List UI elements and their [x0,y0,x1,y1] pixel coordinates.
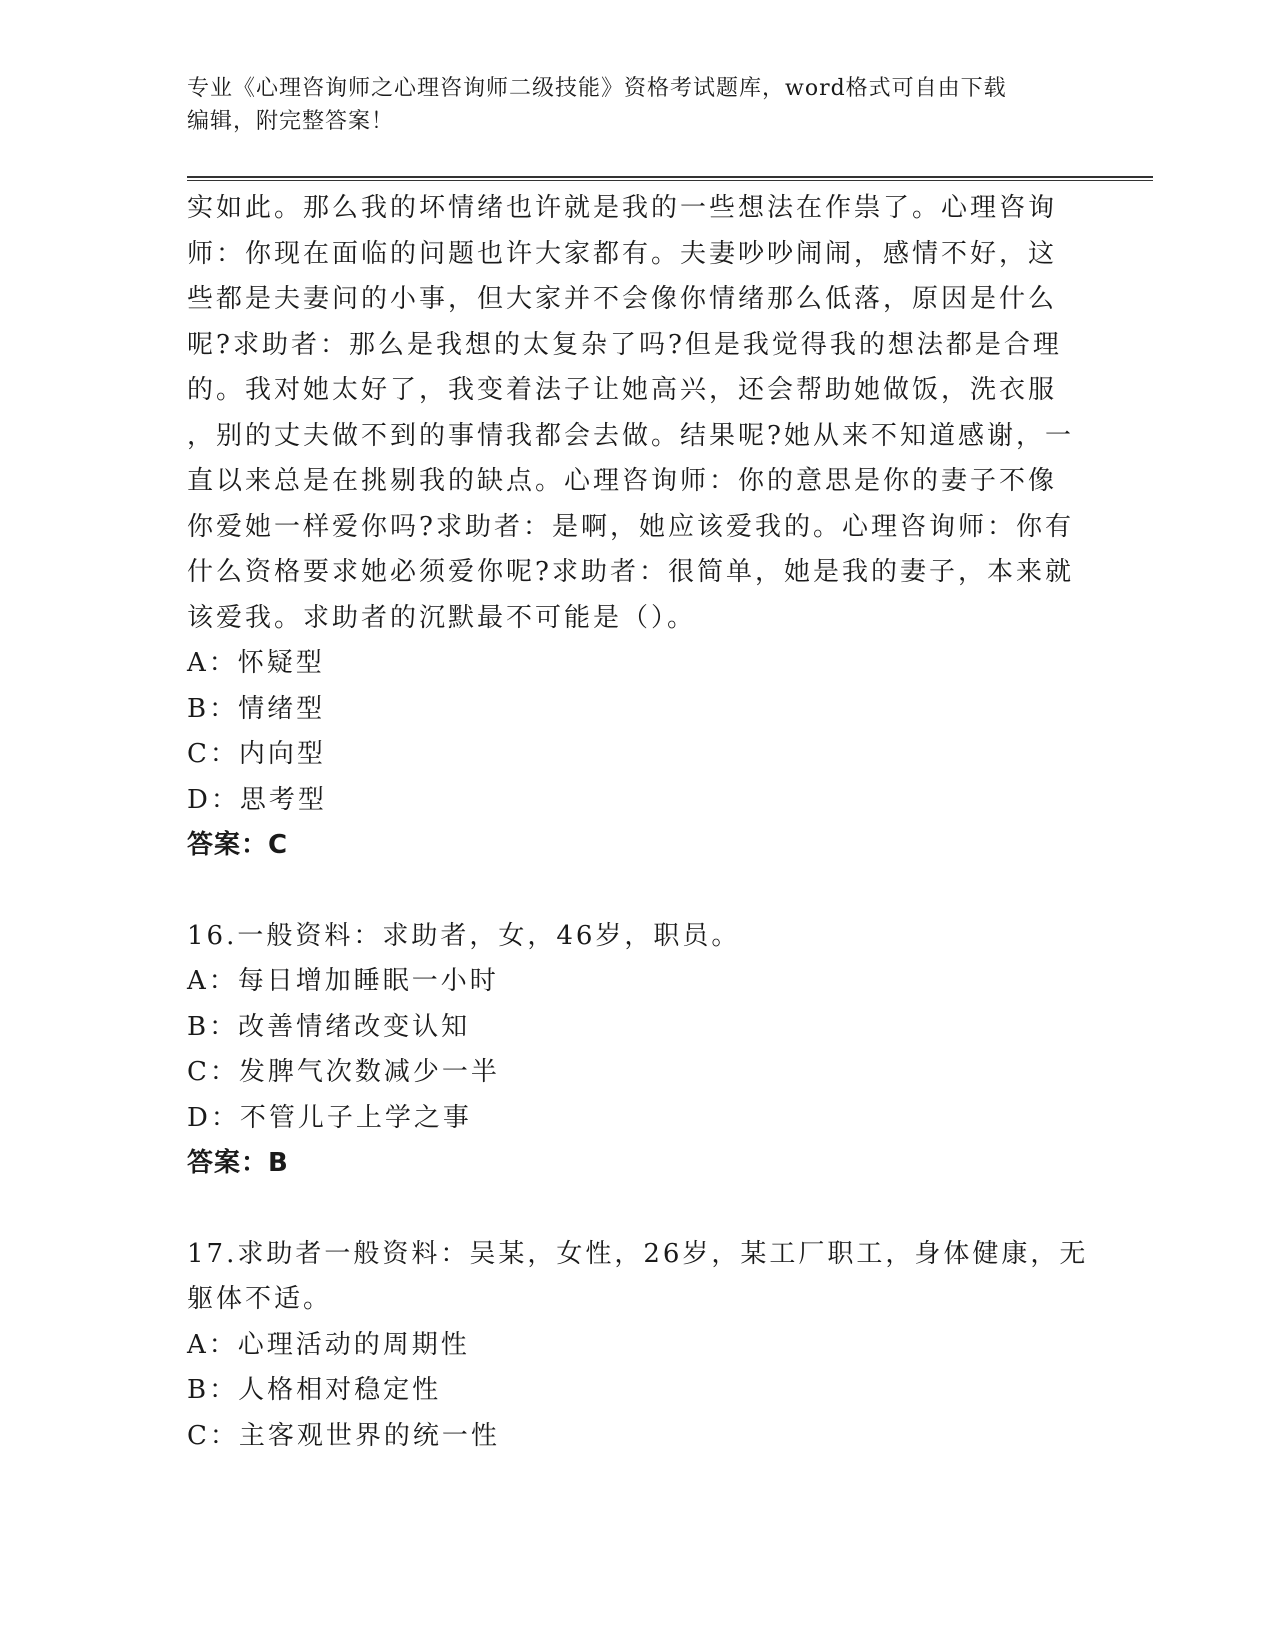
option-a: A：怀疑型 [187,648,325,678]
header-divider [187,176,1153,181]
option-c: C：发脾气次数减少一半 [187,1057,500,1087]
question-stem: 16.一般资料：求助者，女，46岁，职员。 [187,920,741,951]
question-text-line: ，别的丈夫做不到的事情我都会去做。结果呢?她从来不知道感谢，一 [187,420,1074,451]
question-text-line: 你爱她一样爱你吗?求助者：是啊，她应该爱我的。心理咨询师：你有 [187,511,1074,542]
option-c: C：内向型 [187,739,326,769]
option-b: B：改善情绪改变认知 [187,1011,471,1042]
question-text-line: 实如此。那么我的坏情绪也许就是我的一些想法在作祟了。心理咨询 [187,193,1058,223]
question-17 [187,1232,1087,1460]
question-stem-line: 躯体不适。 [187,1284,333,1314]
option-c: C：主客观世界的统一性 [187,1420,500,1451]
question-text-line: 呢?求助者：那么是我想的太复杂了吗?但是我觉得我的想法都是合理 [187,329,1062,360]
question-spacer [187,869,1087,914]
question-text-line: 些都是夫妻问的小事，但大家并不会像你情绪那么低落，原因是什么 [187,284,1058,314]
option-a: A：每日增加睡眠一小时 [187,966,499,996]
option-d: D：不管儿子上学之事 [187,1102,472,1133]
question-stem-line: 17.求助者一般资料：吴某，女性，26岁，某工厂职工，身体健康，无 [187,1238,1089,1269]
question-text-line: 直以来总是在挑剔我的缺点。心理咨询师：你的意思是你的妻子不像 [187,466,1058,496]
question-text-line: 的。我对她太好了，我变着法子让她高兴，还会帮助她做饭，洗衣服 [187,375,1058,405]
header-line-2: 编辑，附完整答案！ [187,109,395,134]
question-text-line: 该爱我。求助者的沉默最不可能是（）。 [187,602,697,633]
question-text-line: 师：你现在面临的问题也许大家都有。夫妻吵吵闹闹，感情不好，这 [187,238,1058,269]
answer-label: 答案：C [187,830,289,860]
page-header [187,72,1067,138]
question-15 [187,186,1087,869]
question-spacer [187,1187,1087,1232]
option-b: B：情绪型 [187,693,326,724]
option-d: D：思考型 [187,784,327,815]
question-16 [187,914,1087,1187]
header-line-1: 专业《心理咨询师之心理咨询师二级技能》资格考试题库，word格式可自由下载 [187,76,1007,101]
option-a: A：心理活动的周期性 [187,1329,470,1360]
option-b: B：人格相对稳定性 [187,1375,442,1405]
answer-label: 答案：B [187,1148,289,1178]
question-text-line: 什么资格要求她必须爱你呢?求助者：很简单，她是我的妻子，本来就 [187,557,1074,587]
page-content [187,186,1087,1459]
